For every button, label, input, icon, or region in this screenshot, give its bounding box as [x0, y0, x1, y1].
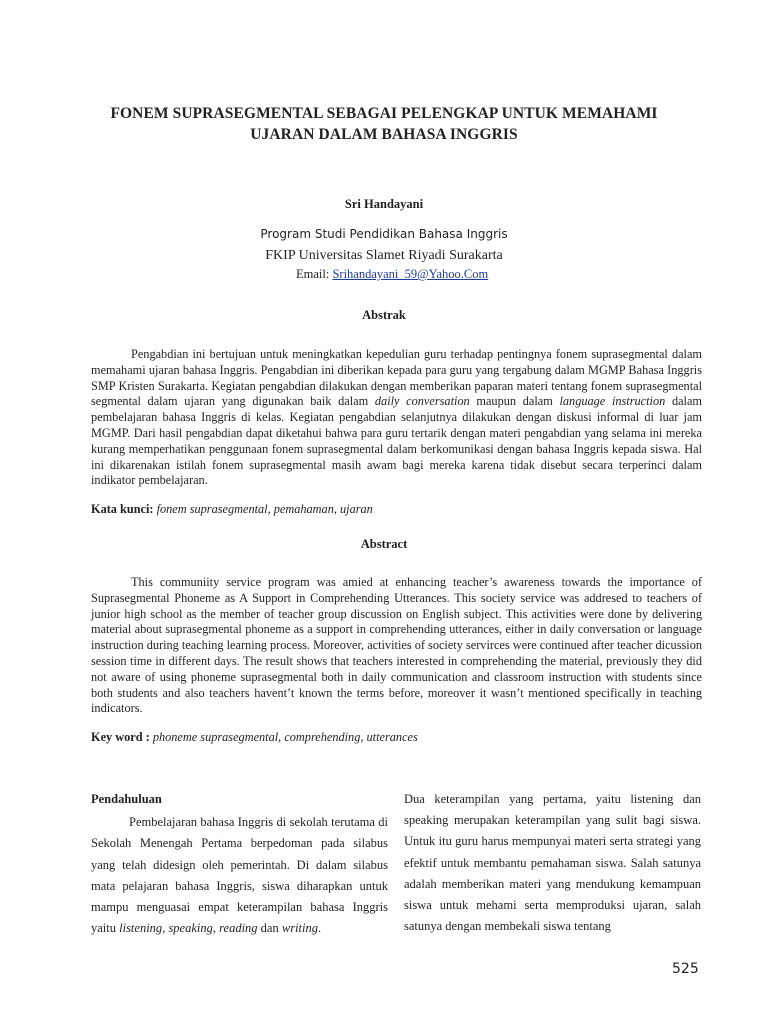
body-column-right: [404, 789, 701, 937]
right-column-paragraph: Dua keterampilan yang pertama, yaitu listening dan speaking merupakan keterampilan yang sulit bagi siswa. Untuk itu guru harus mempunyai materi serta strategi yang efektif untuk membantu pemahaman siswa. Salah satunya adalah memberikan materi yang mendukung kemampuan siswa untuk mehami serta memproduksi ujaran, salah satunya dengan membekali siswa tentang: [404, 792, 701, 934]
key-word: [91, 730, 702, 745]
sep-2: ,: [212, 921, 220, 936]
pendahuluan-paragraph: [91, 812, 388, 939]
abstrak-text-1: Pengabdian ini bertujuan untuk meningkatkan kepedulian guru terhadap pentingnya fonem suprasegmental dalam memahami ujaran bahasa Inggris. Pengabdian ini diberikan kepada para guru yang tergabung dalam MGMP Bahasa Inggris SMP Kristen Surakarta. Kegiatan pengabdian dilakukan dengan memberikan paparan materi tentang fonem suprasegmental segmental dalam ujaran yang digunakan baik dalam: [91, 347, 702, 409]
skill-writing: writing: [281, 921, 318, 936]
skill-speaking: speaking: [168, 921, 213, 936]
abstract-heading: Abstract: [360, 537, 408, 551]
author-email: [296, 267, 488, 282]
page-number: 525: [672, 961, 699, 977]
sentence-end: .: [317, 921, 322, 936]
abstrak-italic-1: daily conversation: [374, 394, 470, 409]
key-word-label: Key word :: [91, 730, 153, 744]
title-line-2: UJARAN DALAM BAHASA INGGRIS: [250, 126, 518, 143]
skill-reading: reading: [219, 921, 258, 936]
author-program: Program Studi Pendidikan Bahasa Inggris: [260, 227, 508, 241]
author-name: Sri Handayani: [344, 197, 424, 211]
abstrak-italic-2: language instruction: [559, 394, 666, 409]
abstrak-text-2: maupun dalam: [469, 394, 560, 409]
author-institution: FKIP Universitas Slamet Riyadi Surakarta: [265, 248, 503, 263]
key-word-value: phoneme suprasegmental, comprehending, utterances: [152, 730, 418, 744]
body-column-left: [91, 789, 388, 939]
paper-title: [60, 103, 708, 145]
abstract-paragraph: This communiity service program was amied at enhancing teacher’s awareness towards the importance of Suprasegmental Phoneme as A Support in Comprehending Utterances. This society service was addresed to teachers of junior high school as the member of teacher group discussion on English subject. This activities were done by delivering material about suprasegmental phoneme as a support in comprehending utterances, either in daily conversation or language instruction during teaching learning process. Moreover, activities of society servirces were continued after teacher dicussion session time in different days. The result shows that teachers interested in comprehending the material, previously they did not aware of using phoneme suprasegmental both in daily communication and classroom instruction with students since both students and also teachers havent’t known the terms before, moreover it wasn’t mentioned specifically in teaching indicators.: [91, 575, 702, 716]
kata-kunci-value: fonem suprasegmental, pemahaman, ujaran: [156, 502, 373, 516]
abstrak-heading: Abstrak: [362, 308, 406, 322]
skill-listening: listening: [119, 921, 163, 936]
section-heading-pendahuluan: Pendahuluan: [91, 792, 162, 806]
email-label: Email:: [296, 267, 333, 281]
title-line-1: FONEM SUPRASEGMENTAL SEBAGAI PELENGKAP UNTUK MEMAHAMI: [110, 105, 658, 122]
sep-3: dan: [257, 921, 282, 936]
email-link[interactable]: Srihandayani_59@Yahoo.Com: [332, 267, 489, 281]
pendahuluan-text: Pembelajaran bahasa Inggris di sekolah terutama di Sekolah Menengah Pertama berpedoman pada silabus yang telah didesign oleh pemerintah. Di dalam silabus mata pelajaran bahasa Inggris, siswa diharapkan untuk mampu menguasai empat keterampilan bahasa Inggris yaitu: [91, 815, 388, 936]
abstrak-paragraph: [91, 347, 702, 489]
kata-kunci-label: Kata kunci:: [91, 502, 157, 516]
sep-1: ,: [162, 921, 169, 936]
abstrak-text-3: dalam pembelajaran bahasa Inggris di kelas. Kegiatan pengabdian selanjutnya dilakukan dengan diskusi informal di luar jam MGMP. Dari hasil pengabdian dapat diketahui bahwa para guru tertarik dengan materi pengabdian yang selama ini mereka kurang memperhatikan penggunaan fonem suprasegmental dalam berkomunikasi dengan bahasa Inggris kepada siswa. Hal ini dikarenakan istilah fonem suprasegmental masih awam bagi mereka karena tidak disebut secara terperinci dalam indikator pembelajaran.: [91, 394, 702, 488]
kata-kunci: [91, 502, 702, 517]
